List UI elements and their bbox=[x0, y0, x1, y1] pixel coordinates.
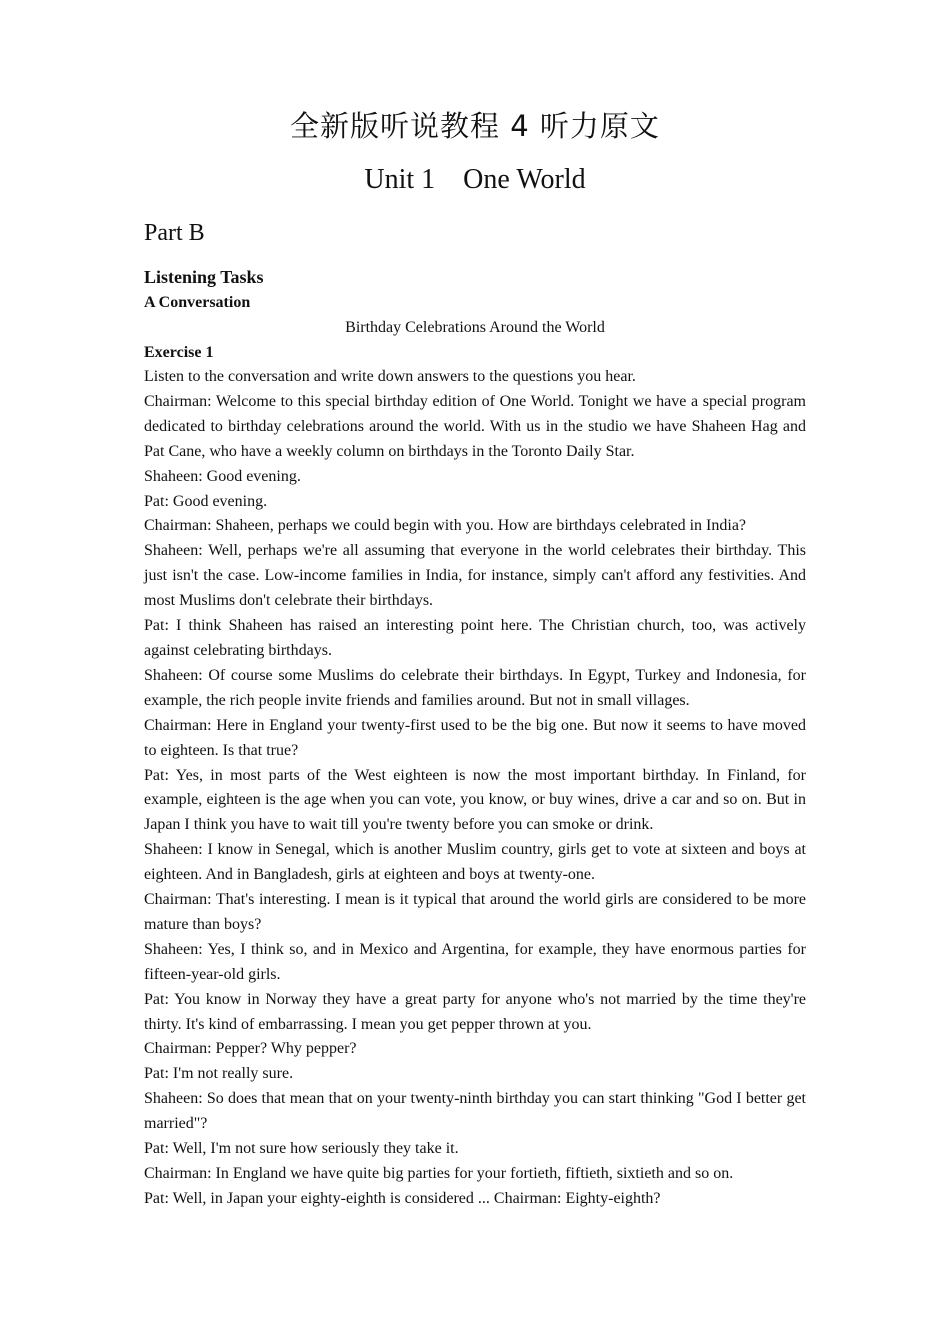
exercise-label: Exercise 1 bbox=[144, 344, 214, 361]
document-title: 全新版听说教程 4 听力原文 bbox=[290, 109, 660, 143]
paragraph: Chairman: In England we have quite big parties for your fortieth, fiftieth, sixtieth and so on. bbox=[144, 1165, 734, 1182]
part-title: Part B bbox=[144, 220, 205, 246]
paragraph: Pat: You know in Norway they have a great party for anyone who's not married by the time they're thirty. It's kind of embarrassing. I mean you get pepper thrown at you. bbox=[144, 990, 806, 1033]
paragraph: Shaheen: Good evening. bbox=[144, 467, 301, 485]
paragraph: Chairman: Shaheen, perhaps we could begin with you. How are birthdays celebrated in India? bbox=[144, 517, 747, 535]
paragraph: Chairman: Welcome to this special birthday edition of One World. Tonight we have a special program dedicated to birthday celebrations around the world. With us in the studio we have Shaheen Hag and Pat Cane, who have a weekly column on birthdays in the Toronto Daily Star. bbox=[144, 392, 806, 460]
paragraph: Pat: Yes, in most parts of the West eighteen is now the most important birthday. In Finland, for example, eighteen is the age when you can vote, you know, or buy wines, drive a car and so on. But in Japan I think you have to wait till you're twenty before you can smoke or drink. bbox=[144, 766, 806, 834]
paragraph: Chairman: That's interesting. I mean is it typical that around the world girls are considered to be more mature than boys? bbox=[144, 891, 806, 933]
content-body bbox=[144, 264, 806, 1212]
section-heading: Listening Tasks bbox=[144, 267, 264, 287]
paragraph: Pat: Well, in Japan your eighty-eighth is considered ... Chairman: Eighty-eighth? bbox=[144, 1189, 661, 1207]
paragraph: Chairman: Pepper? Why pepper? bbox=[144, 1040, 357, 1058]
unit-title: Unit 1 One World bbox=[364, 164, 586, 195]
paragraph: Chairman: Here in England your twenty-first used to be the big one. But now it seems to have moved to eighteen. Is that true? bbox=[144, 716, 806, 759]
paragraph: Shaheen: Of course some Muslims do celebrate their birthdays. In Egypt, Turkey and Indonesia, for example, the rich people invite friends and families around. But not in small villages. bbox=[144, 666, 806, 709]
paragraph: Pat: I'm not really sure. bbox=[144, 1065, 294, 1083]
paragraph: Shaheen: I know in Senegal, which is another Muslim country, girls get to vote at sixteen and boys at eighteen. And in Bangladesh, girls at eighteen and boys at twenty-one. bbox=[144, 841, 806, 884]
paragraph: Pat: I think Shaheen has raised an interesting point here. The Christian church, too, was actively against celebrating birthdays. bbox=[144, 617, 806, 659]
sub-heading: A Conversation bbox=[144, 294, 251, 311]
conversation-title: Birthday Celebrations Around the World bbox=[345, 319, 605, 336]
paragraph: Pat: Good evening. bbox=[144, 492, 268, 510]
paragraph: Shaheen: Yes, I think so, and in Mexico and Argentina, for example, they have enormous parties for fifteen-year-old girls. bbox=[144, 940, 806, 983]
paragraph: Shaheen: Well, perhaps we're all assuming that everyone in the world celebrates their birthday. This just isn't the case. Low-income families in India, for instance, simply can't afford any festivities. And most Muslims don't celebrate their birthdays. bbox=[144, 542, 806, 610]
paragraph: Shaheen: So does that mean that on your twenty-ninth birthday you can start thinking "God I better get married"? bbox=[144, 1090, 806, 1133]
paragraph: Pat: Well, I'm not sure how seriously they take it. bbox=[144, 1140, 459, 1158]
paragraph: Listen to the conversation and write down answers to the questions you hear. bbox=[144, 368, 636, 385]
